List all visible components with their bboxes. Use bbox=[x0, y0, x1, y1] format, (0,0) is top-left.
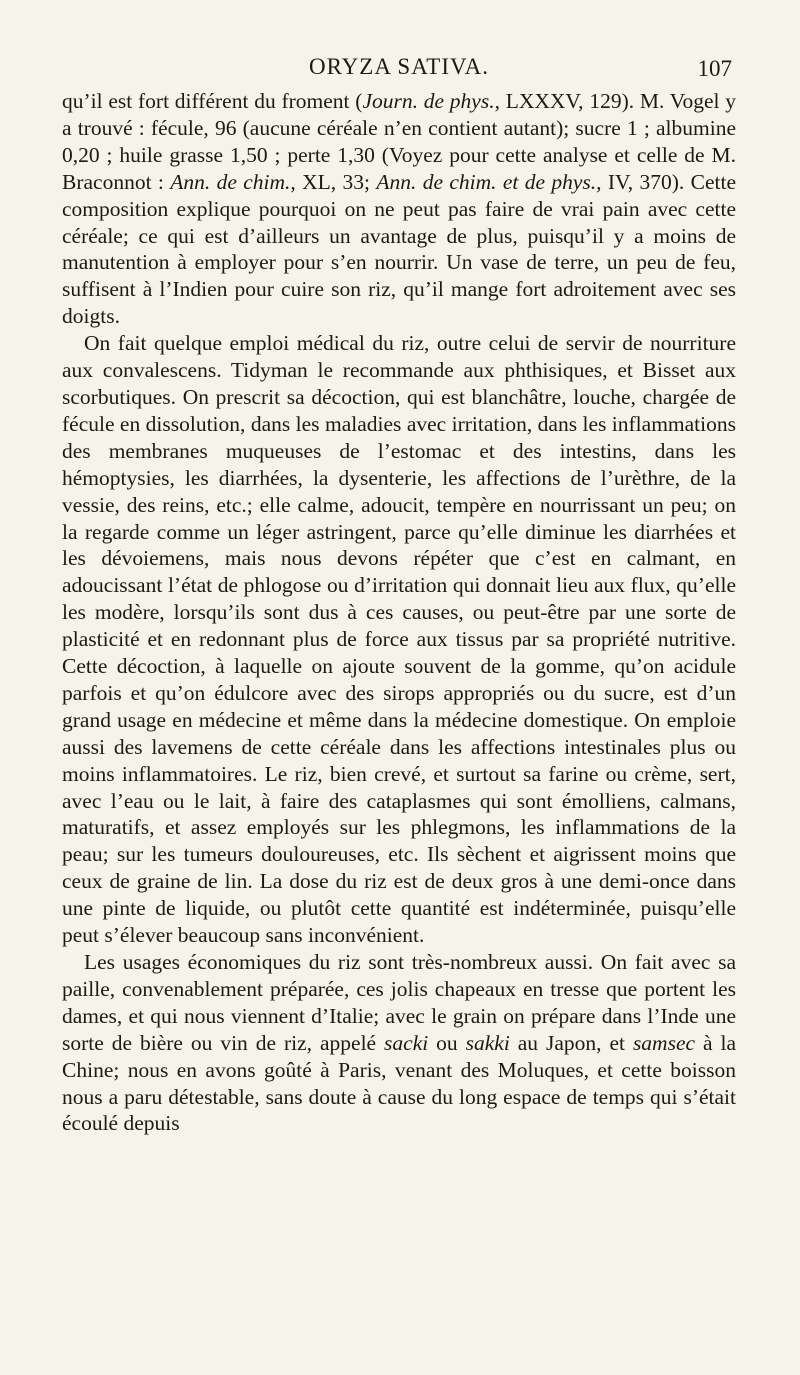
journal-reference: Ann. de chim. et de phys. bbox=[376, 169, 597, 194]
text-run: , IV, 370). Cette composition explique pourquoi on ne peut pas faire de vrai pain avec cette céréale; ce qui est d’ailleurs un avantage de plus, puisqu’il y a moins de manutention à employer pour s’en nourrir. Un vase de terre, un peu de feu, suffisent à l’Indien pour cuire son riz, qu’il mange fort adroitement avec ses doigts. bbox=[62, 169, 737, 329]
foreign-term: sacki bbox=[384, 1030, 429, 1055]
text-run: On fait quelque emploi médical du riz, outre celui de servir de nourriture aux convalescens. Tidyman le recommande aux phthisiques, et Bisset aux scorbutiques. On prescrit sa décoction, qui est blanchâtre, louche, chargée de fécule en dissolution, dans les maladies avec irritation, dans les inflammations des membranes muqueuses de l’estomac et des intestins, dans les hémoptysies, les diarrhées, la dysenterie, les affections de l’urèthre, de la vessie, des reins, etc.; elle calme, adoucit, tempère en nourrissant un peu; on la regarde comme un léger astringent, parce qu’elle diminue les diarrhées et les dévoiemens, mais nous devons répéter que c’est en calmant, en adoucissant l’état de phlogose ou d’irritation qui donnait lieu aux flux, qu’elle les modère, lorsqu’ils sont dus à ces causes, ou peut-être par une sorte de plasticité et en redonnant plus de force aux tissus par sa propriété nutritive. Cette décoction, à laquelle on ajoute souvent de la gomme, qu’on acidule parfois et qu’on édulcore avec des sirops appropriés ou du sucre, est d’un grand usage en médecine et même dans la médecine domestique. On emploie aussi des lavemens de cette céréale dans les affections intestinales plus ou moins inflammatoires. Le riz, bien crevé, et surtout sa farine ou crème, sert, avec l’eau ou le lait, à faire des cataplasmes qui sont émolliens, calmans, maturatifs, et assez employés sur les phlegmons, les inflammations de la peau; sur les tumeurs douloureuses, etc. Ils sèchent et aigrissent moins que ceux de graine de lin. La dose du riz est de deux gros à une demi-once dans une pinte de liquide, ou plutôt cette quantité est indéterminée, puisqu’elle peut s’élever beaucoup sans inconvénient. bbox=[62, 331, 736, 948]
text-run: à la Chine; nous en avons goûté à Paris, venant des Moluques, et cette boisson nous a paru détestable, sans doute à cause du long espace de temps qui s’était écoulé depuis bbox=[62, 1030, 736, 1136]
text-run: , LXXXV, 129). M. Vogel y a trouvé : fécule, 96 (aucune céréale n’en contient autant); sucre 1 ; albumine 0,20 ; huile grasse 1,50 ; perte 1,30 (Voyez pour cette analyse et celle de M. Braconnot : bbox=[62, 89, 736, 194]
text-run: , XL, 33; bbox=[290, 169, 377, 194]
body-text bbox=[62, 88, 736, 1137]
journal-reference: Journ. de phys. bbox=[362, 89, 495, 113]
foreign-term: samsec bbox=[632, 1030, 696, 1055]
paragraph-1 bbox=[62, 88, 736, 330]
page-number: 107 bbox=[697, 56, 732, 81]
foreign-term: sakki bbox=[465, 1030, 510, 1055]
running-title: ORYZA SATIVA. bbox=[309, 54, 489, 79]
journal-reference: Ann. de chim. bbox=[170, 169, 291, 194]
text-run: au Japon, et bbox=[509, 1030, 633, 1055]
text-run: Les usages économiques du riz sont très-nombreux aussi. On fait avec sa paille, convenablement préparée, ces jolis chapeaux en tresse que portent les dames, et qui nous viennent d’Italie; avec le grain on prépare dans l’Inde une sorte de bière ou vin de riz, appelé bbox=[62, 950, 736, 1055]
text-run: qu’il est fort différent du froment ( bbox=[62, 89, 363, 113]
running-header bbox=[62, 54, 736, 90]
text-run: ou bbox=[428, 1030, 466, 1055]
paragraph-3 bbox=[62, 949, 736, 1137]
paragraph-2 bbox=[62, 330, 736, 949]
